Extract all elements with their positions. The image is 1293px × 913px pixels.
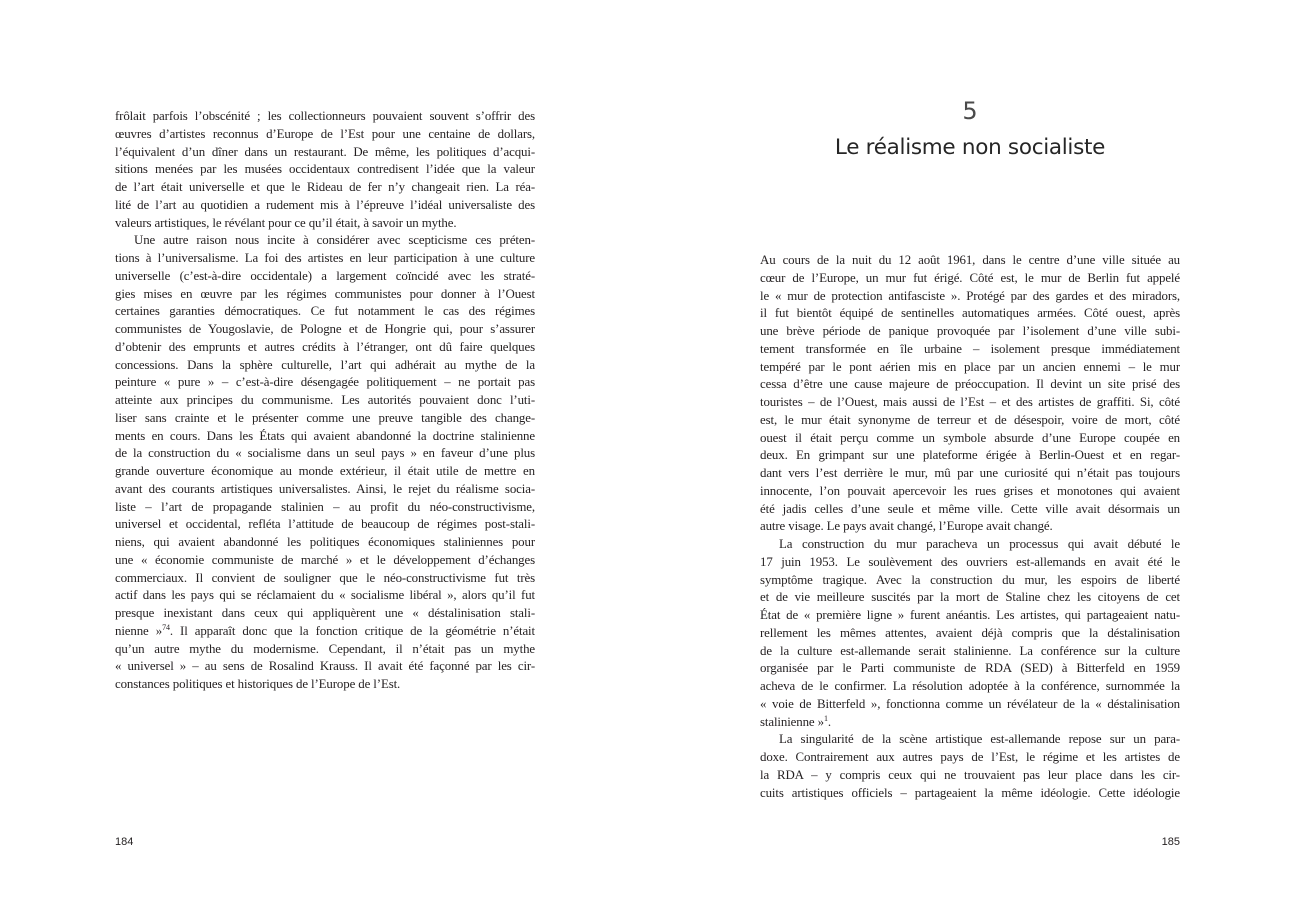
text-line bbox=[760, 731, 1180, 749]
text-line bbox=[115, 339, 535, 357]
text-line-continuation: . Il apparaît donc que la fonction critique de la géométrie n’était bbox=[169, 623, 535, 638]
text-line-content: valeurs artistiques, le révélant pour ce qu’il était, à savoir un mythe. bbox=[115, 215, 457, 230]
text-line bbox=[760, 518, 1180, 536]
text-line bbox=[115, 676, 535, 694]
text-line-content: cœur de l’Europe, un mur fut érigé. Côté est, le mur de Berlin fut appelé bbox=[760, 270, 1180, 285]
text-line-content: deux. En grimpant sur une plateforme érigée à Berlin-Ouest et en regar- bbox=[760, 448, 1180, 463]
left-page-body bbox=[115, 108, 535, 694]
text-line-content: actif dans les pays qui se réclamaient du « socialisme libéral », alors qu’il fut bbox=[115, 588, 535, 603]
text-line-content: communistes de Yougoslavie, de Pologne et de Hongrie qui, pour s’assurer bbox=[115, 322, 535, 336]
text-line bbox=[760, 288, 1180, 306]
text-line-content: acheva de le confirmer. La résolution adoptée à la conférence, surnommée la bbox=[760, 679, 1180, 693]
text-line bbox=[115, 268, 535, 286]
text-line-content: peinture « pure » – c’est-à-dire désengagée politiquement – ne portait pas bbox=[115, 375, 535, 390]
text-line bbox=[760, 536, 1180, 554]
text-line bbox=[115, 641, 535, 659]
text-line-content: doxe. Contrairement aux autres pays de l’Est, le régime et les artistes de bbox=[760, 750, 1180, 764]
text-line bbox=[760, 376, 1180, 394]
text-line bbox=[760, 430, 1180, 448]
text-line-content: innocente, l’on pouvait apercevoir les rues grises et monotones qui avaient bbox=[760, 483, 1180, 498]
text-line bbox=[115, 552, 535, 570]
text-line bbox=[760, 767, 1180, 785]
text-line-content: de la construction du « socialisme dans un seul pays » en faveur d’une plus bbox=[115, 446, 535, 461]
text-line-content: rellement les mêmes attentes, avaient déjà compris que la déstalinisation bbox=[760, 625, 1180, 640]
text-line-content: et de vie meilleure suscités par la mort de Staline chez les citoyens de cet bbox=[760, 590, 1180, 605]
text-line bbox=[115, 463, 535, 481]
text-line bbox=[115, 286, 535, 304]
text-line-content: de l’art était universelle et que le Rideau de fer n’y changeait rien. La réa- bbox=[115, 180, 535, 194]
text-line-content: concessions. Dans la sphère culturelle, l’art qui adhérait au mythe de la bbox=[115, 357, 535, 372]
text-line-content: Au cours de la nuit du 12 août 1961, dans le centre d’une ville située au bbox=[760, 253, 1180, 267]
text-line-content: sitions menées par les musées occidentaux contredisent l’idée que la valeur bbox=[115, 162, 535, 177]
text-line bbox=[760, 412, 1180, 430]
text-line-content: le « mur de protection antifasciste ». Protégé par des gardes et des miradors, bbox=[760, 288, 1180, 303]
text-line-content: lité de l’art au quotidien a rudement mis à l’épreuve l’idéal universaliste des bbox=[115, 197, 535, 212]
footnote-reference[interactable]: 1 bbox=[823, 713, 828, 723]
text-line bbox=[760, 305, 1180, 323]
text-line-continuation: . bbox=[827, 714, 831, 729]
text-line-content: cessa d’être une cause majeure de préoccupation. Il devint un site prisé des bbox=[760, 377, 1180, 392]
text-line-content: grande ouverture économique au monde extérieur, il était utile de mettre en bbox=[115, 464, 535, 478]
text-line bbox=[115, 481, 535, 499]
text-line-content: liste – l’art de propagande stalinien – au profit du néo-constructivisme, bbox=[115, 499, 535, 514]
text-line-content: cuits artistiques officiels – partageaient la même idéologie. Cette idéologie bbox=[760, 785, 1180, 800]
text-line-content: ouest il était perçu comme un symbole absurde d’une Europe coupée en bbox=[760, 430, 1180, 445]
text-line-content: universelle (c’est-à-dire occidentale) a largement coïncidé avec les straté- bbox=[115, 268, 535, 283]
text-line-content: ments en cours. Dans les États qui avaient abandonné la doctrine stalinienne bbox=[115, 428, 535, 443]
text-line bbox=[115, 303, 535, 321]
text-line bbox=[760, 270, 1180, 288]
chapter-title: Le réalisme non socialiste bbox=[834, 135, 1106, 160]
text-line bbox=[760, 678, 1180, 696]
text-line-content: 17 juin 1953. Le soulèvement des ouvriers est-allemands en avait été le bbox=[760, 554, 1180, 569]
text-line bbox=[115, 161, 535, 179]
text-line bbox=[760, 572, 1180, 590]
text-line-content: l’équivalent d’un dîner dans un restaurant. De même, les politiques d’acqui- bbox=[115, 144, 535, 159]
text-line bbox=[115, 392, 535, 410]
footnote-reference[interactable]: 74 bbox=[162, 622, 170, 632]
text-line-content: stalinienne » bbox=[760, 714, 824, 729]
text-line bbox=[760, 323, 1180, 341]
text-line bbox=[760, 625, 1180, 643]
text-line bbox=[115, 179, 535, 197]
text-line-content: constances politiques et historiques de l’Europe de l’Est. bbox=[115, 677, 401, 691]
text-line bbox=[760, 554, 1180, 572]
text-line-content: commerciaux. Il convient de souligner que le néo-constructivisme fut très bbox=[115, 570, 535, 585]
text-line-content: certaines garanties démocratiques. Ce fut notamment le cas des régimes bbox=[115, 304, 535, 319]
text-line bbox=[760, 714, 1180, 732]
text-line bbox=[115, 108, 535, 126]
text-line-content: œuvres d’artistes reconnus d’Europe de l’Est pour une centaine de dollars, bbox=[115, 126, 535, 141]
right-page-body bbox=[760, 252, 1180, 802]
text-line bbox=[115, 215, 535, 233]
text-line-content: qu’un autre mythe du modernisme. Cependant, il n’était pas un mythe bbox=[115, 641, 535, 656]
text-line-content: niens, qui avaient abandonné les politiques économiques staliniennes pour bbox=[115, 535, 535, 549]
right-page bbox=[760, 0, 1180, 913]
text-line bbox=[115, 357, 535, 375]
text-line bbox=[115, 516, 535, 534]
text-line-content: la RDA – y compris ceux qui ne trouvaient pas leur place dans les cir- bbox=[760, 767, 1180, 782]
text-line bbox=[115, 428, 535, 446]
text-line-content: été jadis celles d’une seule et même ville. Cette ville avait désormais un bbox=[760, 501, 1180, 516]
text-line-content: il fut bientôt équipé de sentinelles automatiques armées. Côté ouest, après bbox=[760, 306, 1180, 321]
text-line-content: est, le mur était synonyme de terreur et de désespoir, voire de mort, côté bbox=[760, 412, 1180, 427]
text-line bbox=[760, 785, 1180, 803]
text-line bbox=[760, 341, 1180, 359]
text-line-content: symptôme tragique. Avec la construction du mur, les espoirs de liberté bbox=[760, 572, 1180, 587]
text-line bbox=[760, 749, 1180, 767]
text-line-content: touristes – de l’Ouest, mais aussi de l’Est – et des artistes de graffiti. Si, côté bbox=[760, 395, 1180, 409]
text-line bbox=[115, 232, 535, 250]
text-line-content: gies mises en œuvre par les régimes communistes pour donner à l’Ouest bbox=[115, 286, 535, 301]
text-line-content: d’obtenir des emprunts et autres crédits à l’étranger, ont dû faire quelques bbox=[115, 339, 535, 354]
text-line-content: dant vers l’est derrière le mur, mû par une curiosité qui n’était pas toujours bbox=[760, 466, 1180, 480]
text-line bbox=[115, 410, 535, 428]
text-line-content: tions à l’universalisme. La foi des artistes en leur participation à une culture bbox=[115, 251, 535, 265]
text-line bbox=[115, 445, 535, 463]
text-line-content: frôlait parfois l’obscénité ; les collectionneurs pouvaient souvent s’offrir des bbox=[115, 109, 535, 123]
text-line-content: de la culture est-allemande serait stalinienne. La conférence sur la culture bbox=[760, 643, 1180, 658]
text-line bbox=[760, 359, 1180, 377]
text-line-content: tempéré par le pont aérien mis en place par un ancien ennemi – le mur bbox=[760, 359, 1180, 374]
text-line bbox=[760, 660, 1180, 678]
text-line bbox=[115, 374, 535, 392]
text-line-content: La singularité de la scène artistique est-allemande repose sur un para- bbox=[779, 732, 1180, 747]
text-line-content: avant des courants artistiques universalistes. Ainsi, le rejet du réalisme socia- bbox=[115, 481, 535, 496]
text-line bbox=[115, 623, 535, 641]
text-line bbox=[760, 696, 1180, 714]
text-line-content: presque inexistant dans ceux qui appliquèrent une « déstalinisation stali- bbox=[115, 606, 535, 620]
text-line bbox=[115, 658, 535, 676]
left-page bbox=[115, 0, 535, 913]
text-line-content: une « économie communiste de marché » et le développement d’échanges bbox=[115, 552, 535, 567]
text-line-content: « voie de Bitterfeld », fonctionna comme un révélateur de la « déstalinisation bbox=[760, 696, 1180, 711]
text-line bbox=[760, 589, 1180, 607]
text-line bbox=[115, 605, 535, 623]
text-line bbox=[760, 607, 1180, 625]
text-line-content: La construction du mur paracheva un processus qui avait débuté le bbox=[779, 537, 1180, 551]
text-line bbox=[760, 394, 1180, 412]
page-number-right: 185 bbox=[1161, 836, 1180, 848]
text-line bbox=[760, 643, 1180, 661]
text-line-content: organisée par le Parti communiste de RDA (SED) à Bitterfeld en 1959 bbox=[760, 661, 1180, 676]
text-line bbox=[115, 126, 535, 144]
text-line-content: État de « première ligne » furent anéantis. Les artistes, qui partageaient natu- bbox=[760, 608, 1180, 622]
text-line-content: tement transformée en île urbaine – isolement presque immédiatement bbox=[760, 341, 1180, 356]
text-line-content: une brève période de panique provoquée par l’isolement d’une ville subi- bbox=[760, 324, 1180, 338]
text-line bbox=[115, 250, 535, 268]
text-line-content: liser sans crainte et le présenter comme une preuve tangible des change- bbox=[115, 410, 535, 425]
text-line-content: autre visage. Le pays avait changé, l’Europe avait changé. bbox=[760, 519, 1053, 534]
text-line bbox=[760, 483, 1180, 501]
text-line bbox=[115, 587, 535, 605]
text-line-content: Une autre raison nous incite à considérer avec scepticisme ces préten- bbox=[134, 233, 535, 248]
text-line-content: universel et occidental, refléta l’attitude de beaucoup de régimes post-stali- bbox=[115, 517, 535, 532]
chapter-number: 5 bbox=[962, 97, 978, 125]
text-line bbox=[115, 144, 535, 162]
text-line bbox=[115, 499, 535, 517]
text-line-content: nienne » bbox=[115, 623, 163, 638]
text-line-content: atteinte aux principes du communisme. Les autorités pouvaient donc l’uti- bbox=[115, 393, 535, 407]
text-line bbox=[760, 447, 1180, 465]
page-number-left: 184 bbox=[115, 836, 134, 848]
text-line bbox=[760, 465, 1180, 483]
text-line bbox=[760, 252, 1180, 270]
text-line bbox=[115, 197, 535, 215]
text-line bbox=[115, 321, 535, 339]
text-line bbox=[115, 534, 535, 552]
text-line bbox=[115, 570, 535, 588]
text-line-content: « universel » – au sens de Rosalind Krauss. Il avait été façonné par les cir- bbox=[115, 659, 535, 674]
text-line bbox=[760, 501, 1180, 519]
